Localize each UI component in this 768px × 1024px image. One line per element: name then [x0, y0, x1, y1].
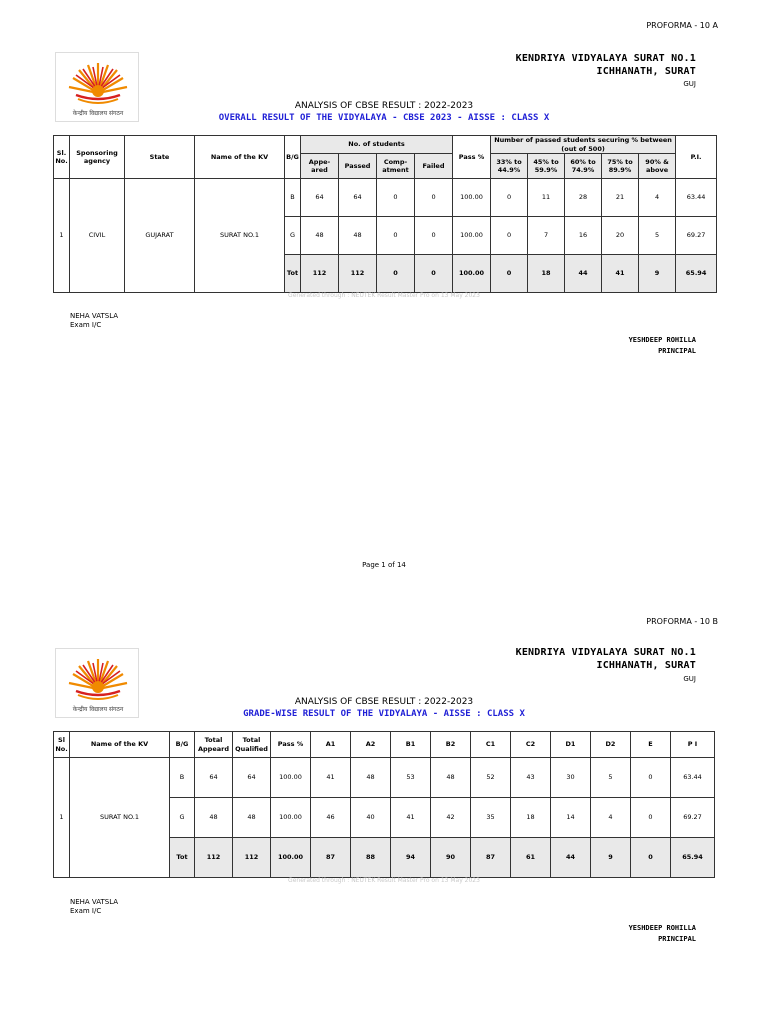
- overall-result-table: [53, 135, 717, 293]
- header-sl: Sl No.: [54, 732, 70, 758]
- cell-b1: 94: [391, 838, 431, 878]
- cell-failed: 0: [415, 179, 453, 217]
- school-location-a: ICHHANATH, SURAT: [596, 66, 696, 77]
- header-d1: D1: [551, 732, 591, 758]
- cell-c1: 35: [471, 798, 511, 838]
- cell-kv: SURAT NO.1: [70, 758, 170, 878]
- cell-band-1: 0: [491, 255, 528, 293]
- header-d2: D2: [591, 732, 631, 758]
- header-a2: A2: [351, 732, 391, 758]
- cell-a1: 41: [311, 758, 351, 798]
- cell-d2: 9: [591, 838, 631, 878]
- header-band-1: 33% to 44.9%: [491, 154, 528, 179]
- school-name-b: KENDRIYA VIDYALAYA SURAT NO.1: [515, 647, 696, 658]
- cell-pass-pct: 100.00: [271, 798, 311, 838]
- cell-band-2: 7: [528, 217, 565, 255]
- cell-a1: 87: [311, 838, 351, 878]
- cell-failed: 0: [415, 255, 453, 293]
- cell-b2: 48: [431, 758, 471, 798]
- header-state: State: [125, 136, 195, 179]
- table-row: [54, 179, 717, 217]
- cell-passed: 112: [339, 255, 377, 293]
- header-e: E: [631, 732, 671, 758]
- header-pi: P I: [671, 732, 715, 758]
- header-qualified: Total Qualified: [233, 732, 271, 758]
- header-sl: Sl. No.: [54, 136, 70, 179]
- cell-comp: 0: [377, 255, 415, 293]
- analysis-title-b: ANALYSIS OF CBSE RESULT : 2022-2023: [294, 697, 474, 707]
- cell-band-4: 20: [602, 217, 639, 255]
- school-location-b: ICHHANATH, SURAT: [596, 660, 696, 671]
- principal-block-a: [629, 335, 696, 356]
- cell-band-5: 9: [639, 255, 676, 293]
- cell-bg: Tot: [285, 255, 301, 293]
- cell-c2: 61: [511, 838, 551, 878]
- cell-d2: 5: [591, 758, 631, 798]
- cell-sl: 1: [54, 758, 70, 878]
- cell-appeared: 64: [195, 758, 233, 798]
- kvs-logo: [55, 648, 139, 718]
- cell-bg: B: [285, 179, 301, 217]
- principal-block-b: [629, 923, 696, 944]
- cell-c2: 43: [511, 758, 551, 798]
- cell-comp: 0: [377, 217, 415, 255]
- cell-pi: 65.94: [676, 255, 717, 293]
- cell-band-4: 21: [602, 179, 639, 217]
- header-no-of-students: No. of students: [301, 136, 453, 154]
- cell-a2: 40: [351, 798, 391, 838]
- cell-appeared: 112: [301, 255, 339, 293]
- state-code-b: GUJ: [683, 675, 696, 683]
- table-row: [54, 758, 715, 798]
- cell-pi: 69.27: [671, 798, 715, 838]
- cell-pass-pct: 100.00: [453, 217, 491, 255]
- cell-b2: 42: [431, 798, 471, 838]
- header-kv: Name of the KV: [195, 136, 285, 179]
- cell-band-3: 44: [565, 255, 602, 293]
- cell-bg: G: [170, 798, 195, 838]
- header-bg: B/G: [170, 732, 195, 758]
- cell-d2: 4: [591, 798, 631, 838]
- cell-pass-pct: 100.00: [271, 838, 311, 878]
- cell-c1: 87: [471, 838, 511, 878]
- school-name-a: KENDRIYA VIDYALAYA SURAT NO.1: [515, 53, 696, 64]
- header-row-1: [54, 136, 717, 154]
- cell-band-3: 16: [565, 217, 602, 255]
- subtitle-a: OVERALL RESULT OF THE VIDYALAYA - CBSE 2023 - AISSE : CLASS X: [218, 113, 550, 123]
- cell-a2: 48: [351, 758, 391, 798]
- header-kv: Name of the KV: [70, 732, 170, 758]
- cell-e: 0: [631, 838, 671, 878]
- cell-b1: 53: [391, 758, 431, 798]
- header-band-3: 60% to 74.9%: [565, 154, 602, 179]
- proforma-label-b: PROFORMA - 10 B: [646, 617, 718, 626]
- cell-appeared: 48: [301, 217, 339, 255]
- cell-d1: 44: [551, 838, 591, 878]
- header-appeared: Appe-ared: [301, 154, 339, 179]
- cell-appeared: 48: [195, 798, 233, 838]
- cell-appeared: 112: [195, 838, 233, 878]
- cell-band-5: 4: [639, 179, 676, 217]
- cell-band-2: 11: [528, 179, 565, 217]
- exam-ic-block-b: [70, 898, 118, 917]
- header-failed: Failed: [415, 154, 453, 179]
- principal-name: YESHDEEP ROHILLA: [628, 924, 696, 932]
- exam-ic-name: NEHA VATSLA: [70, 312, 119, 320]
- logo-text: केन्द्रीय विद्यालय संगठन: [72, 706, 124, 713]
- cell-sl: 1: [54, 179, 70, 293]
- cell-pass-pct: 100.00: [271, 758, 311, 798]
- header-b1: B1: [391, 732, 431, 758]
- header-appeared: Total Appeard: [195, 732, 233, 758]
- cell-d1: 14: [551, 798, 591, 838]
- header-pi: P.I.: [676, 136, 717, 179]
- cell-pi: 69.27: [676, 217, 717, 255]
- cell-pi: 63.44: [671, 758, 715, 798]
- header-compartment: Comp-atment: [377, 154, 415, 179]
- header-band-4: 75% to 89.9%: [602, 154, 639, 179]
- cell-state: GUJARAT: [125, 179, 195, 293]
- kvs-logo: [55, 52, 139, 122]
- cell-d1: 30: [551, 758, 591, 798]
- cell-a1: 46: [311, 798, 351, 838]
- cell-b1: 41: [391, 798, 431, 838]
- header-a1: A1: [311, 732, 351, 758]
- header-passed: Passed: [339, 154, 377, 179]
- cell-band-4: 41: [602, 255, 639, 293]
- cell-c1: 52: [471, 758, 511, 798]
- header-band-5: 90% & above: [639, 154, 676, 179]
- principal-name: YESHDEEP ROHILLA: [628, 336, 696, 344]
- cell-b2: 90: [431, 838, 471, 878]
- header-pass-pct: Pass %: [453, 136, 491, 179]
- header-c1: C1: [471, 732, 511, 758]
- header-b2: B2: [431, 732, 471, 758]
- cell-pi: 65.94: [671, 838, 715, 878]
- cell-agency: CIVIL: [70, 179, 125, 293]
- subtitle-b: GRADE-WISE RESULT OF THE VIDYALAYA - AISSE : CLASS X: [243, 709, 525, 719]
- proforma-label-a: PROFORMA - 10 A: [646, 21, 718, 30]
- generated-note-a: Generated through : NEUTEK Result Master Pro on 13 May 2023: [288, 292, 480, 299]
- cell-band-3: 28: [565, 179, 602, 217]
- cell-bg: G: [285, 217, 301, 255]
- cell-kv: SURAT NO.1: [195, 179, 285, 293]
- header-bg: B/G: [285, 136, 301, 179]
- analysis-title-a: ANALYSIS OF CBSE RESULT : 2022-2023: [294, 101, 474, 111]
- cell-failed: 0: [415, 217, 453, 255]
- cell-pi: 63.44: [676, 179, 717, 217]
- cell-passed: 64: [339, 179, 377, 217]
- header-pass-pct: Pass %: [271, 732, 311, 758]
- page-number: Page 1 of 14: [362, 561, 406, 569]
- cell-band-5: 5: [639, 217, 676, 255]
- state-code-a: GUJ: [683, 80, 696, 88]
- header-agency: Sponsoring agency: [70, 136, 125, 179]
- cell-e: 0: [631, 758, 671, 798]
- cell-a2: 88: [351, 838, 391, 878]
- cell-pass-pct: 100.00: [453, 179, 491, 217]
- cell-band-2: 18: [528, 255, 565, 293]
- exam-ic-role: Exam I/C: [70, 907, 102, 916]
- cell-comp: 0: [377, 179, 415, 217]
- logo-text: केन्द्रीय विद्यालय संगठन: [72, 110, 124, 117]
- cell-qualified: 64: [233, 758, 271, 798]
- header-band-2: 45% to 59.9%: [528, 154, 565, 179]
- cell-e: 0: [631, 798, 671, 838]
- exam-ic-role: Exam I/C: [70, 321, 102, 330]
- principal-role: PRINCIPAL: [658, 346, 696, 355]
- grade-header-row: [54, 732, 715, 758]
- cell-c2: 18: [511, 798, 551, 838]
- cell-bg: B: [170, 758, 195, 798]
- cell-passed: 48: [339, 217, 377, 255]
- principal-role: PRINCIPAL: [658, 934, 696, 943]
- header-c2: C2: [511, 732, 551, 758]
- cell-qualified: 48: [233, 798, 271, 838]
- exam-ic-block-a: [70, 312, 118, 331]
- cell-band-1: 0: [491, 217, 528, 255]
- cell-pass-pct: 100.00: [453, 255, 491, 293]
- cell-appeared: 64: [301, 179, 339, 217]
- cell-band-1: 0: [491, 179, 528, 217]
- cell-qualified: 112: [233, 838, 271, 878]
- grade-wise-table: [53, 731, 715, 878]
- exam-ic-name: NEHA VATSLA: [70, 898, 119, 906]
- cell-bg: Tot: [170, 838, 195, 878]
- header-bands: Number of passed students securing % between (out of 500): [491, 136, 676, 154]
- generated-note-b: Generated through : NEUTEK Result Master Pro on 13 May 2023: [288, 877, 480, 884]
